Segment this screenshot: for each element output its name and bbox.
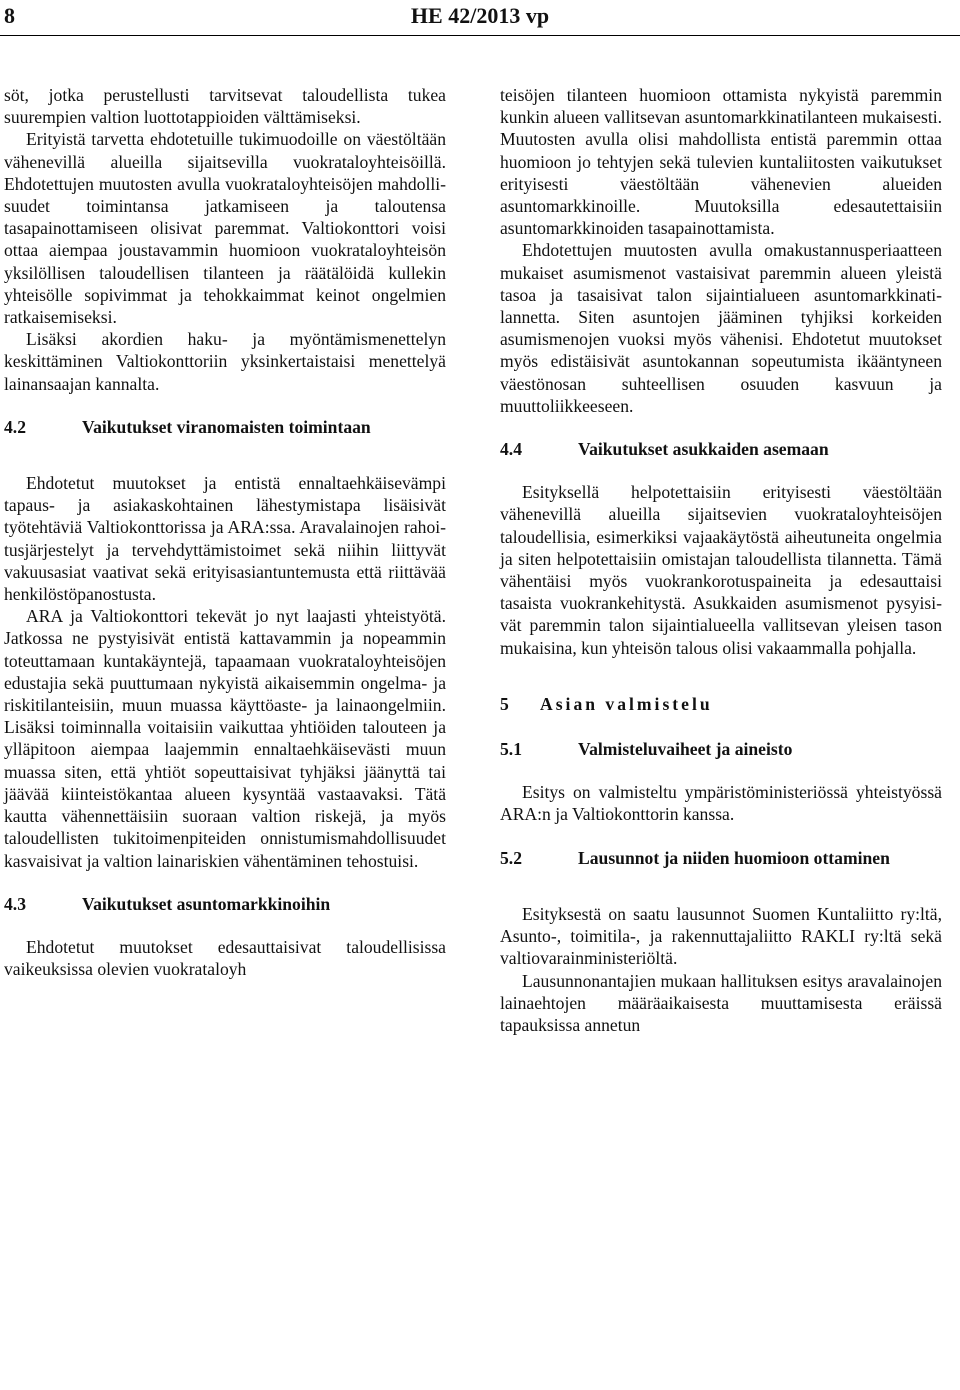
page-number: 8: [4, 3, 15, 28]
paragraph: Erityistä tarvetta ehdotetuille tukimuodoille on väestöltään vähenevillä alueilla sijaitsevilla vuokrataloyhteisöillä. Ehdotettujen muutosten avulla vuokrataloyhteisöjen mahdollisuudet toimintansa jatkamiseen ja taloutensa tasapainottamiseen olisivat paremmat. Valtiokonttori voisi ottaa aiempaa joustavammin huomioon vuokrataloyhteisön yksilöllisen taloudellisen tilanteen ja räätälöidä kullekin yhteisölle sopivimmat ja tehokkaimmat keinot ongelmien ratkaisemiseksi.: [4, 129, 446, 328]
paragraph: Ehdotetut muutokset edesauttaisivat taloudellisissa vaikeuksissa olevien vuokrataloyh: [4, 936, 446, 980]
section-title: Lausunnot ja niiden huomioon ottaminen: [578, 847, 890, 868]
document-reference: HE 42/2013 vp: [410, 3, 550, 28]
section-heading-4-4: [500, 438, 942, 460]
section-number: 4.2: [4, 416, 26, 437]
paragraph: Esityksellä helpotettaisiin erityisesti väestöltään vähenevillä alueilla sijaitsevien vuokrataloyhteisöjen taloudellisia, esimerkiksi vajaakäytöstä aiheutuneita ongelmia ja siten helpotettaisiin omistajan taloudellista tilannetta. Tämä vähentäisi myös vuokrankorotuspaineita ja edesauttaisi tasaista vuokrankehitystä. Asukkaiden asumismenot pysyisivät paremmin talon sijaintialueella vallitsevan yleisen tason mukaisina, kun yhteisön talous olisi vakaammalla pohjalla.: [500, 482, 942, 658]
section-title: Vaikutukset asuntomarkkinoihin: [82, 893, 331, 914]
section-title: Vaikutukset viranomaisten toimintaan: [82, 416, 371, 437]
paragraph: Lausunnonantajien mukaan hallituksen esitys aravalainojen lainaehtojen määräaikaisesta muuttamisesta eräissä tapauksissa annetun: [500, 970, 942, 1035]
chapter-number: 5: [500, 693, 509, 714]
paragraph: ARA ja Valtiokonttori tekevät jo nyt laajasti yhteistyötä. Jatkossa ne pystyisivät entistä kattavammin ja nopeammin toteuttamaan kuntakäyntejä, tapaamaan vuokrataloyhteisöjen edustajia sekä puuttumaan nykyistä aikaisemmin ongelma- ja riskitilanteisiin, muun muassa käyttöaste- ja lainaongelmiin. Lisäksi toiminnalla voitaisiin vaikuttaa yhtiöiden talouteen ja ylläpitoon aiempaa laajemmin ennaltaehkäisevästi muun muassa siten, että yhtiöt sopeuttaisivat tyhjäksi jäänyttä tai jäävää kiinteistökantaa alueen kysyntää vastaavaksi. Tätä kautta vähennettäisiin suoraan valtion riskejä, ja myös taloudellisten tukitoimenpiteiden onnistumismahdollisuudet kasvaisivat ja valtion lainariskien vähentäminen tehostuisi.: [4, 606, 446, 871]
chapter-heading-5: [500, 693, 942, 715]
paragraph: Ehdotetut muutokset ja entistä ennaltaehkäisevämpi tapaus- ja asiakaskohtainen lähestymistapa lisäisivät työtehtäviä Valtiokonttorissa ja ARA:ssa. Aravalainojen rahoitusjärjestelyt ja tervehdyttämistoimet sekä niihin liittyvät vakuusasiat vaativat sekä erityisasiantuntemusta että riittävää henkilöstöpanostusta.: [4, 473, 446, 605]
section-heading-4-2: [4, 416, 446, 438]
section-heading-5-1: [500, 738, 942, 760]
chapter-title: Asian valmistelu: [540, 693, 713, 714]
paragraph: Esityksestä on saatu lausunnot Suomen Kuntaliitto ry:ltä, Asunto-, toimitila-, ja rakennuttajaliitto RAKLI ry:ltä sekä valtiovarainministeriöltä.: [500, 903, 942, 969]
section-title: Valmisteluvaiheet ja aineisto: [578, 739, 793, 760]
paragraph: Ehdotettujen muutosten avulla omakustannusperiaatteen mukaiset asumismenot vastaisivat paremmin alueen yleistä tasoa ja tasaisivat talon sijaintialueen asuntomarkkinatilannetta. Siten asuntojen jääminen tyhjiksi korkeiden asumismenojen vuoksi myös vähenisi. Ehdotetut muutokset myös edistäisivät asuntokannan sopeutumista ikääntyneen väestönosan suhteellisen osuuden kasvuun ja muuttoliikkeeseen.: [500, 240, 942, 416]
section-heading-4-3: [4, 893, 446, 915]
paragraph: Esitys on valmisteltu ympäristöministeriössä yhteistyössä ARA:n ja Valtiokonttorin kanssa.: [500, 782, 942, 825]
right-column: [500, 84, 942, 1036]
section-heading-5-2: [500, 847, 942, 869]
page-header: [0, 0, 960, 36]
paragraph: teisöjen tilanteen huomioon ottamista nykyistä paremmin kunkin alueen vallitsevan asuntomarkkinatilanteen mukaisesti. Muutosten avulla olisi mahdollista entistä paremmin ottaa huomioon jo tehtyjen sekä tulevien kuntaliitosten vaikutukset erityisesti väestöltään vähenevien alueiden asuntomarkkinoille. Muutoksilla edesautettaisiin asuntomarkkinoiden tasapainottamista.: [500, 85, 942, 239]
paragraph: Lisäksi akordien haku- ja myöntämismenettelyn keskittäminen Valtiokonttoriin yksinkertaistaisi menettelyä lainansaajan kannalta.: [4, 329, 446, 394]
section-number: 4.4: [500, 439, 522, 460]
section-number: 5.1: [500, 739, 522, 760]
section-number: 4.3: [4, 893, 26, 914]
paragraph: söt, jotka perustellusti tarvitsevat taloudellista tukea suurempien valtion luottotappioiden välttämiseksi.: [4, 85, 446, 128]
section-title: Vaikutukset asukkaiden asemaan: [578, 439, 829, 460]
left-column: [4, 84, 446, 980]
section-number: 5.2: [500, 847, 522, 868]
header-rule: [0, 35, 960, 36]
